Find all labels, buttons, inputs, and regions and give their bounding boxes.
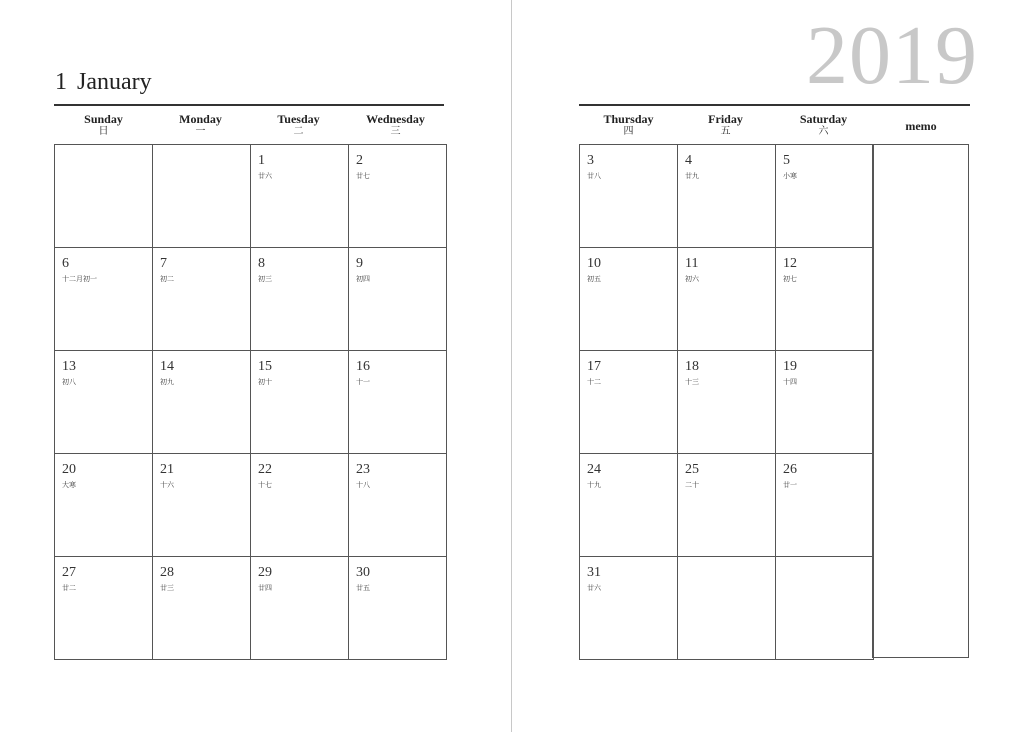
day-cell[interactable] xyxy=(55,557,153,660)
day-number: 25 xyxy=(685,462,699,477)
lunar-date: 大寒 xyxy=(62,481,76,489)
lunar-date: 廿六 xyxy=(258,172,272,180)
day-cell[interactable] xyxy=(153,351,251,454)
day-cell[interactable] xyxy=(580,145,678,248)
lunar-date: 十二月初一 xyxy=(62,275,97,283)
day-number: 17 xyxy=(587,359,601,374)
day-number: 23 xyxy=(356,462,370,477)
month-number: 1 xyxy=(55,69,67,95)
lunar-date: 廿一 xyxy=(783,481,797,489)
day-number: 14 xyxy=(160,359,174,374)
day-number: 27 xyxy=(62,565,76,580)
lunar-date: 二十 xyxy=(685,481,699,489)
week-row xyxy=(580,557,874,660)
day-cell[interactable] xyxy=(349,145,447,248)
day-cell[interactable] xyxy=(776,454,874,557)
day-cell[interactable] xyxy=(678,145,776,248)
day-cell[interactable] xyxy=(776,557,874,660)
day-number: 9 xyxy=(356,256,363,271)
day-number: 7 xyxy=(160,256,167,271)
lunar-date: 初二 xyxy=(160,275,174,283)
day-cell[interactable] xyxy=(251,145,349,248)
day-number: 21 xyxy=(160,462,174,477)
day-number: 16 xyxy=(356,359,370,374)
day-cell[interactable] xyxy=(55,248,153,351)
day-number: 18 xyxy=(685,359,699,374)
day-cell[interactable] xyxy=(678,351,776,454)
right-calendar-grid xyxy=(579,144,874,660)
day-number: 5 xyxy=(783,153,790,168)
lunar-date: 初三 xyxy=(258,275,272,283)
day-cell[interactable] xyxy=(776,248,874,351)
lunar-date: 十七 xyxy=(258,481,272,489)
week-row xyxy=(580,351,874,454)
week-row xyxy=(580,248,874,351)
weekday-header-monday: Monday 一 xyxy=(179,112,222,137)
week-row xyxy=(580,145,874,248)
day-cell[interactable] xyxy=(153,248,251,351)
weekday-header-wednesday: Wednesday 三 xyxy=(366,112,425,137)
day-cell[interactable] xyxy=(580,557,678,660)
week-row xyxy=(55,351,447,454)
month-title xyxy=(55,70,152,94)
lunar-date: 廿三 xyxy=(160,584,174,592)
week-row xyxy=(55,454,447,557)
day-cell[interactable] xyxy=(55,145,153,248)
day-number: 15 xyxy=(258,359,272,374)
week-row xyxy=(55,145,447,248)
day-number: 20 xyxy=(62,462,76,477)
day-number: 3 xyxy=(587,153,594,168)
day-cell[interactable] xyxy=(153,454,251,557)
lunar-date: 廿九 xyxy=(685,172,699,180)
lunar-date: 廿二 xyxy=(62,584,76,592)
day-cell[interactable] xyxy=(153,557,251,660)
day-cell[interactable] xyxy=(349,454,447,557)
day-number: 19 xyxy=(783,359,797,374)
day-cell[interactable] xyxy=(153,145,251,248)
lunar-date: 小寒 xyxy=(783,172,797,180)
day-number: 30 xyxy=(356,565,370,580)
lunar-date: 廿六 xyxy=(587,584,601,592)
day-cell[interactable] xyxy=(251,351,349,454)
weekday-header-saturday: Saturday 六 xyxy=(799,112,848,137)
month-name: January xyxy=(77,69,152,95)
weekday-header-tuesday: Tuesday 二 xyxy=(277,112,320,137)
day-number: 10 xyxy=(587,256,601,271)
day-cell[interactable] xyxy=(580,454,678,557)
week-row xyxy=(55,557,447,660)
day-cell[interactable] xyxy=(776,145,874,248)
lunar-date: 廿五 xyxy=(356,584,370,592)
weekday-header-friday: Friday 五 xyxy=(708,112,743,137)
day-number: 31 xyxy=(587,565,601,580)
day-cell[interactable] xyxy=(55,351,153,454)
lunar-date: 十三 xyxy=(685,378,699,386)
memo-area[interactable] xyxy=(872,144,969,658)
lunar-date: 廿八 xyxy=(587,172,601,180)
day-number: 1 xyxy=(258,153,265,168)
day-cell[interactable] xyxy=(678,454,776,557)
week-row xyxy=(55,248,447,351)
lunar-date: 初九 xyxy=(160,378,174,386)
left-calendar-grid xyxy=(54,144,447,660)
right-header-rule xyxy=(579,104,970,106)
day-cell[interactable] xyxy=(251,248,349,351)
lunar-date: 廿七 xyxy=(356,172,370,180)
lunar-date: 十一 xyxy=(356,378,370,386)
day-number: 2 xyxy=(356,153,363,168)
lunar-date: 初八 xyxy=(62,378,76,386)
lunar-date: 十四 xyxy=(783,378,797,386)
day-number: 13 xyxy=(62,359,76,374)
day-cell[interactable] xyxy=(349,351,447,454)
weekday-header-sunday: Sunday 日 xyxy=(84,112,123,137)
day-number: 26 xyxy=(783,462,797,477)
year-label: 2019 xyxy=(806,9,978,102)
day-number: 12 xyxy=(783,256,797,271)
day-cell[interactable] xyxy=(776,351,874,454)
day-number: 4 xyxy=(685,153,692,168)
memo-header: memo xyxy=(905,119,937,133)
lunar-date: 初七 xyxy=(783,275,797,283)
day-cell[interactable] xyxy=(349,557,447,660)
day-cell[interactable] xyxy=(580,248,678,351)
day-cell[interactable] xyxy=(678,557,776,660)
lunar-date: 廿四 xyxy=(258,584,272,592)
day-number: 29 xyxy=(258,565,272,580)
day-number: 6 xyxy=(62,256,69,271)
lunar-date: 初十 xyxy=(258,378,272,386)
day-number: 22 xyxy=(258,462,272,477)
day-cell[interactable] xyxy=(678,248,776,351)
day-number: 28 xyxy=(160,565,174,580)
lunar-date: 十六 xyxy=(160,481,174,489)
week-row xyxy=(580,454,874,557)
lunar-date: 初四 xyxy=(356,275,370,283)
lunar-date: 初六 xyxy=(685,275,699,283)
day-cell[interactable] xyxy=(349,248,447,351)
weekday-header-thursday: Thursday 四 xyxy=(603,112,654,137)
lunar-date: 十二 xyxy=(587,378,601,386)
day-cell[interactable] xyxy=(580,351,678,454)
day-cell[interactable] xyxy=(55,454,153,557)
day-number: 11 xyxy=(685,256,699,271)
lunar-date: 十九 xyxy=(587,481,601,489)
lunar-date: 十八 xyxy=(356,481,370,489)
day-cell[interactable] xyxy=(251,454,349,557)
page-spine-divider xyxy=(511,0,512,732)
day-cell[interactable] xyxy=(251,557,349,660)
day-number: 8 xyxy=(258,256,265,271)
lunar-date: 初五 xyxy=(587,275,601,283)
day-number: 24 xyxy=(587,462,601,477)
left-header-rule xyxy=(54,104,444,106)
